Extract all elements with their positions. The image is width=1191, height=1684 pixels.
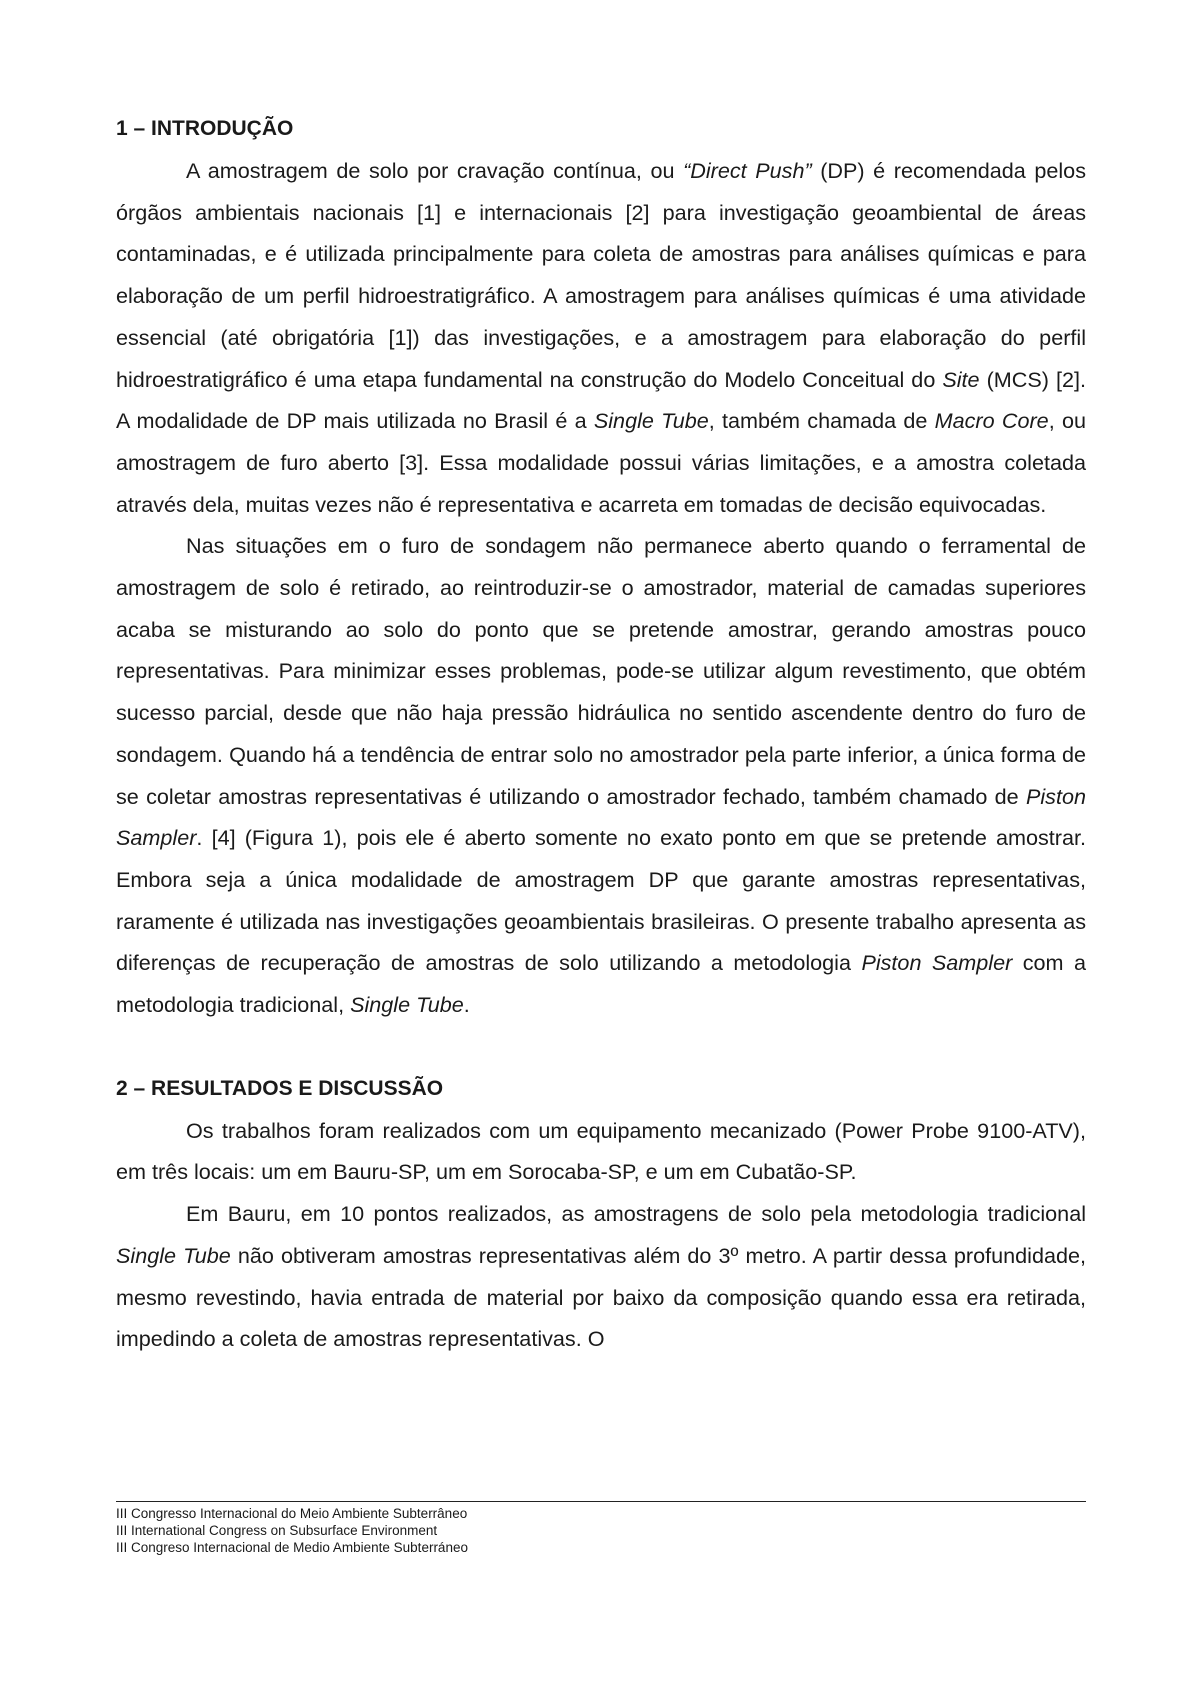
italic-term: Single Tube <box>593 408 709 434</box>
section-introducao <box>116 108 1086 1026</box>
text-run: A amostragem de solo por cravação contínua, ou <box>186 158 684 183</box>
paragraph <box>116 1193 1086 1360</box>
section-spacer <box>116 1026 1086 1068</box>
document-body <box>116 108 1086 1360</box>
footer-line: III Congreso Internacional de Medio Ambiente Subterráneo <box>116 1540 468 1555</box>
italic-term: Single Tube <box>116 1242 231 1268</box>
italic-term: Site <box>942 366 980 392</box>
italic-term: Single Tube <box>350 992 464 1018</box>
italic-term: “Direct Push” <box>683 158 812 183</box>
paragraph <box>116 525 1086 1025</box>
text-run: , também chamada de <box>708 408 935 434</box>
text-run: com a metodologia tradicional, <box>116 950 1086 1018</box>
text-run: (MCS) [2]. A modalidade de DP mais utilizada no Brasil é a <box>116 366 1087 434</box>
paragraph <box>116 150 1086 525</box>
text-run: Em Bauru, em 10 pontos realizados, as amostragens de solo pela metodologia tradicional <box>186 1201 1086 1227</box>
paragraph <box>116 1110 1086 1193</box>
text-run: (DP) é recomendada pelos órgãos ambientais nacionais [1] e internacionais [2] para investigação geoambiental de áreas contaminadas, e é utilizada principalmente para coleta de amostras para análises químicas e para elaboração de um perfil hidroestratigráfico. A amostragem para análises químicas é uma atividade essencial (até obrigatória [1]) das investigações, e a amostragem para elaboração do perfil hidroestratigráfico é uma etapa fundamental na construção do Modelo Conceitual do <box>116 158 1086 392</box>
text-run: . <box>463 992 470 1018</box>
text-run: , ou amostragem de furo aberto [3]. Essa modalidade possui várias limitações, e a amostra coletada através dela, muitas vezes não é representativa e acarreta em tomadas de decisão equivocadas. <box>116 408 1086 517</box>
italic-term: Piston Sampler <box>116 783 1086 851</box>
footer-line: III Congresso Internacional do Meio Ambiente Subterrâneo <box>116 1506 468 1521</box>
page-footer <box>116 1501 1086 1556</box>
italic-term: Piston Sampler <box>861 950 1013 976</box>
italic-term: Macro Core <box>934 408 1049 434</box>
section-heading: 2 – RESULTADOS E DISCUSSÃO <box>116 1076 444 1100</box>
footer-line: III International Congress on Subsurface Environment <box>116 1523 438 1538</box>
section-resultados <box>116 1068 1086 1360</box>
section-heading: 1 – INTRODUÇÃO <box>116 117 294 140</box>
text-run: Os trabalhos foram realizados com um equipamento mecanizado (Power Probe 9100-ATV), em três locais: um em Bauru-SP, um em Sorocaba-SP, e um em Cubatão-SP. <box>116 1117 1086 1185</box>
text-run: . [4] (Figura 1), pois ele é aberto somente no exato ponto em que se pretende amostrar. Embora seja a única modalidade de amostragem DP que garante amostras representativas, raramente é utilizada nas investigações geoambientais brasileiras. O presente trabalho apresenta as diferenças de recuperação de amostras de solo utilizando a metodologia <box>116 825 1086 976</box>
text-run: Nas situações em o furo de sondagem não permanece aberto quando o ferramental de amostragem de solo é retirado, ao reintroduzir-se o amostrador, material de camadas superiores acaba se misturando ao solo do ponto que se pretende amostrar, gerando amostras pouco representativas. Para minimizar esses problemas, pode-se utilizar algum revestimento, que obtém sucesso parcial, desde que não haja pressão hidráulica no sentido ascendente dentro do furo de sondagem. Quando há a tendência de entrar solo no amostrador pela parte inferior, a única forma de se coletar amostras representativas é utilizando o amostrador fechado, também chamado de <box>116 533 1086 809</box>
text-run: não obtiveram amostras representativas além do 3º metro. A partir dessa profundidade, mesmo revestindo, havia entrada de material por baixo da composição quando essa era retirada, impedindo a coleta de amostras representativas. O <box>116 1242 1086 1352</box>
